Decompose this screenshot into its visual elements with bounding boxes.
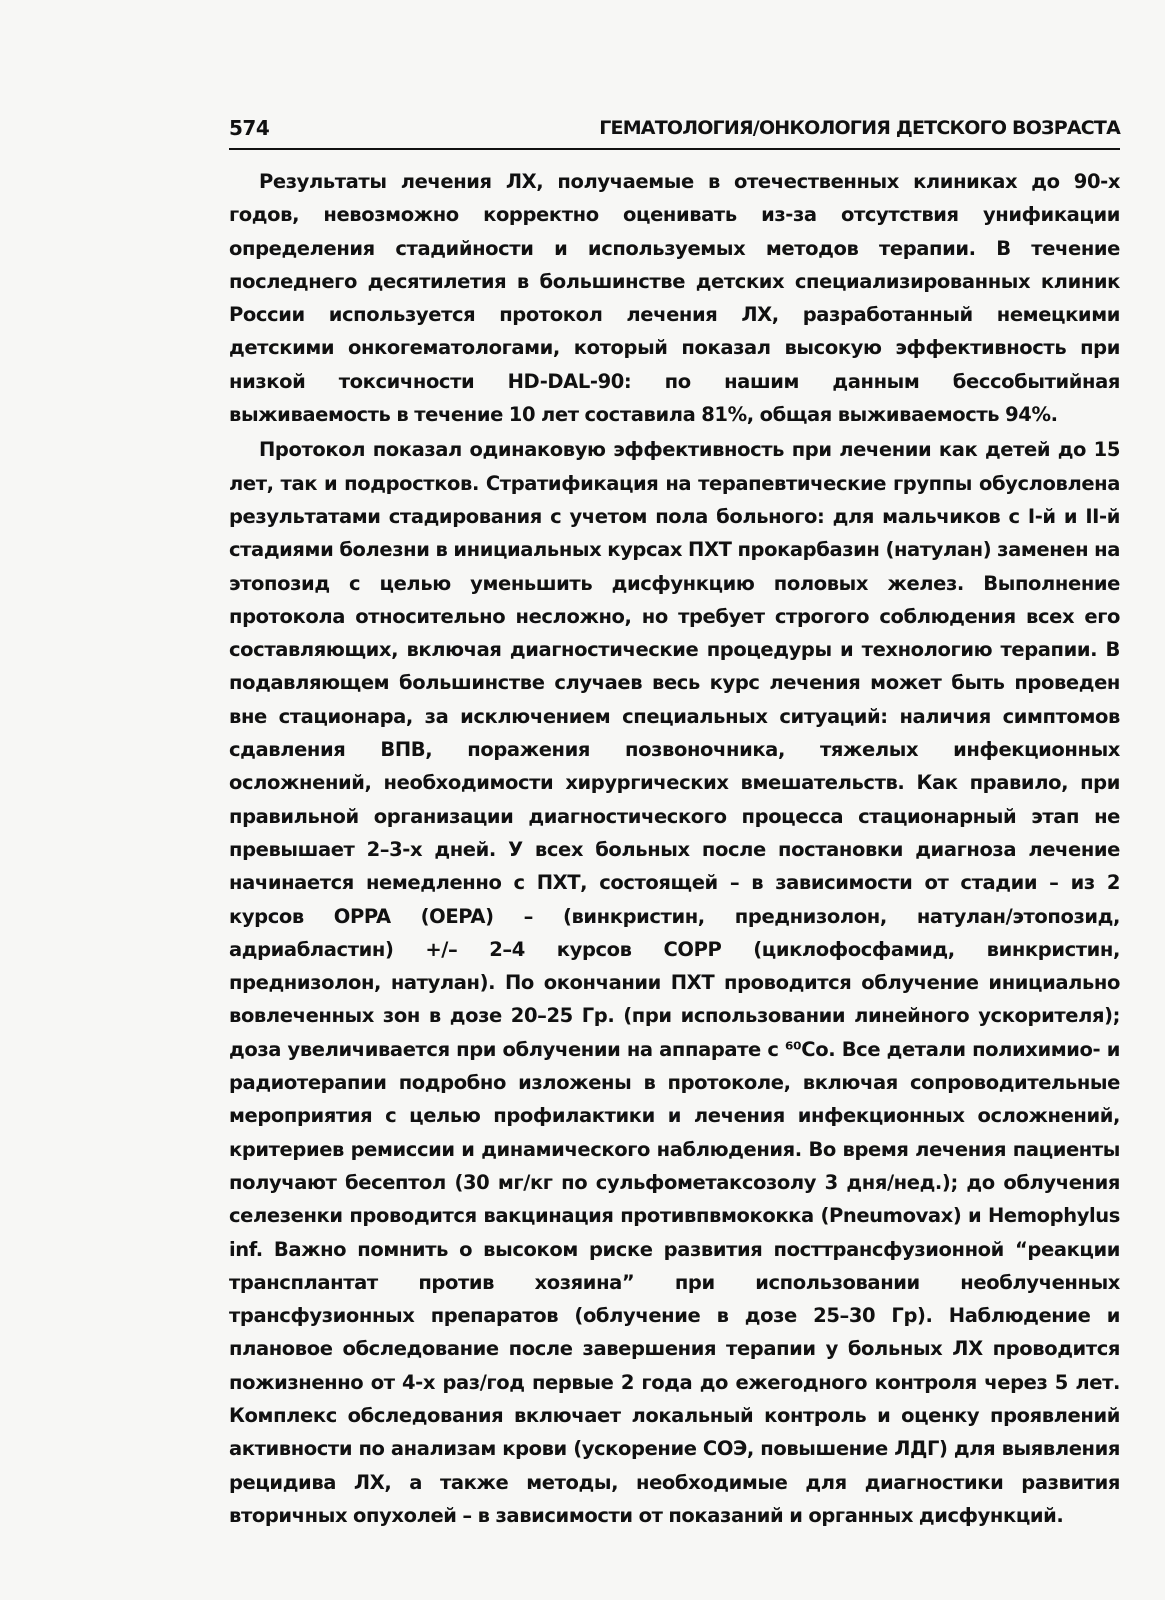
body-text: [229, 165, 1120, 1532]
paragraph-2: Протокол показал одинаковую эффективность при лечении как детей до 15 лет, так и подростков. Стратификация на терапевтические группы обусловлена результатами стадирования с учетом пола больного: для мальчиков с I-й и II-й стадиями болезни в инициальных курсах ПХТ прокарбазин (натулан) заменен на этопозид с целью уменьшить дисфункцию половых желез. Выполнение протокола относительно несложно, но требует строгого соблюдения всех его составляющих, включая диагностические процедуры и технологию терапии. В подавляющем большинстве случаев весь курс лечения может быть проведен вне стационара, за исключением специальных ситуаций: наличия симптомов сдавления ВПВ, поражения позвоночника, тяжелых инфекционных осложнений, необходимости хирургических вмешательств. Как правило, при правильной организации диагностического процесса стационарный этап не превышает 2–3-х дней. У всех больных после постановки диагноза лечение начинается немедленно с ПХТ, состоящей – в зависимости от стадии – из 2 курсов OPPA (OEPA) – (винкристин, преднизолон, натулан/этопозид, адриабластин) +/– 2–4 курсов COPP (циклофосфамид, винкристин, преднизолон, натулан). По окончании ПХТ проводится облучение инициально вовлеченных зон в дозе 20–25 Гр. (при использовании линейного ускорителя); доза увеличивается при облучении на аппарате с ⁶⁰Со. Все детали полихимио- и радиотерапии подробно изложены в протоколе, включая сопроводительные мероприятия с целью профилактики и лечения инфекционных осложнений, критериев ремиссии и динамического наблюдения. Во время лечения пациенты получают бесептол (30 мг/кг по сульфометаксозолу 3 дня/нед.); до облучения селезенки проводится вакцинация противпвмококка (Pneumovax) и Hemophylus inf. Важно помнить о высоком риске развития посттрансфузионной “реакции трансплантат против хозяина” при использовании необлученных трансфузионных препаратов (облучение в дозе 25–30 Гр). Наблюдение и плановое обследование после завершения терапии у больных ЛХ проводится пожизненно от 4-х раз/год первые 2 года до ежегодного контроля через 5 лет. Комплекс обследования включает локальный контроль и оценку проявлений активности по анализам крови (ускорение СОЭ, повышение ЛДГ) для выявления рецидива ЛХ, а также методы, необходимые для диагностики развития вторичных опухолей – в зависимости от показаний и органных дисфункций.: [229, 438, 1120, 1527]
paragraph-1: Результаты лечения ЛХ, получаемые в отечественных клиниках до 90-х годов, невозможно корректно оценивать из-за отсутствия унификации определения стадийности и используемых методов терапии. В течение последнего десятилетия в большинстве детских специализированных клиник России используется протокол лечения ЛХ, разработанный немецкими детскими онкогематологами, который показал высокую эффективность при низкой токсичности HD-DAL-90: по нашим данным бессобытийная выживаемость в течение 10 лет составила 81%, общая выживаемость 94%.: [229, 170, 1120, 427]
running-title: ГЕМАТОЛОГИЯ/ОНКОЛОГИЯ ДЕТСКОГО ВОЗРАСТА: [599, 117, 1120, 139]
page-header: [229, 108, 1120, 150]
page-number: 574: [229, 116, 270, 140]
